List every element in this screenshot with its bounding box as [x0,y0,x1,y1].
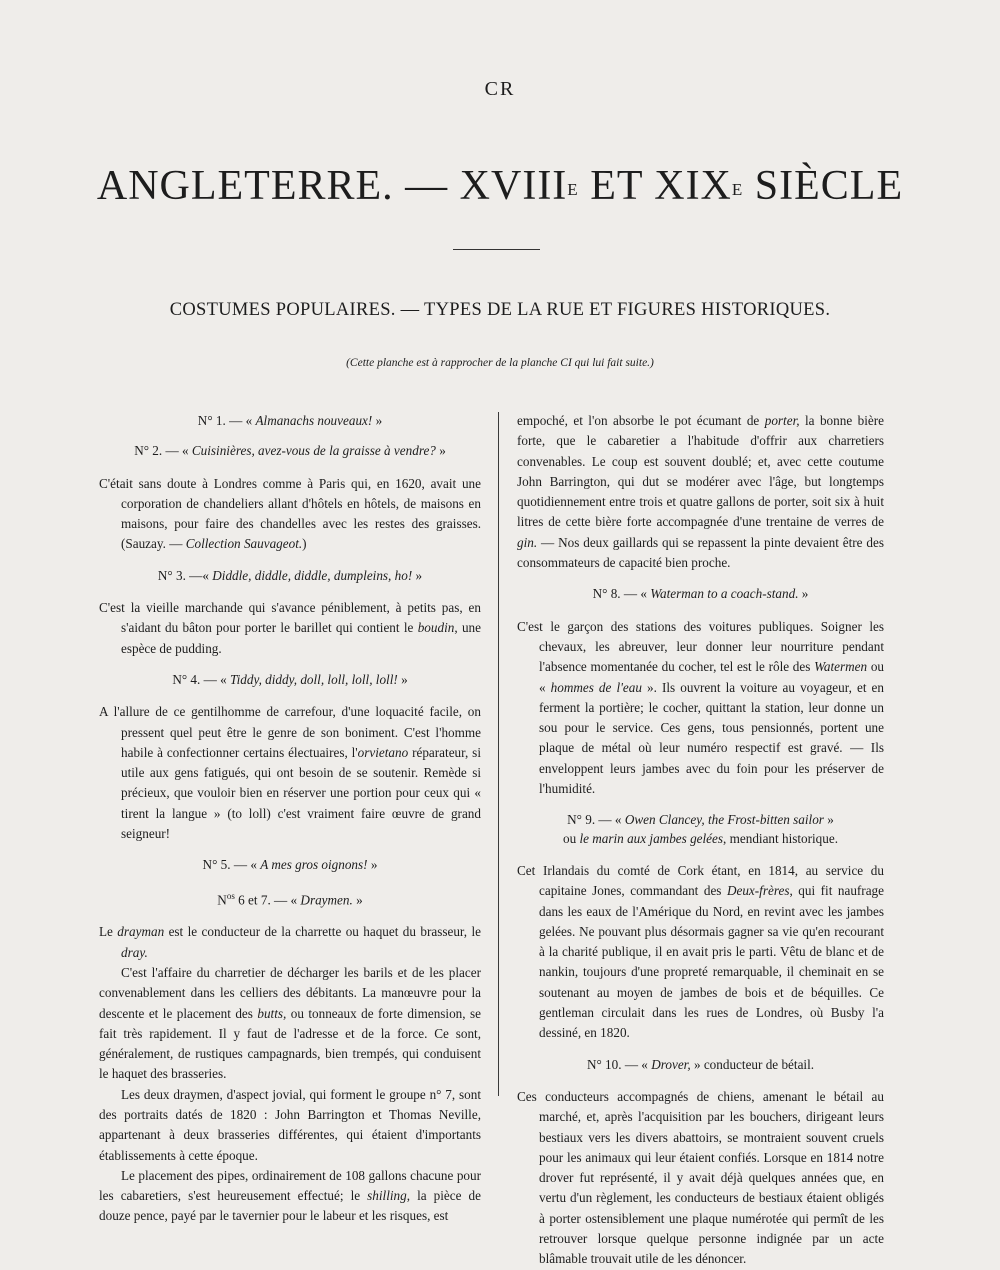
heading-number: N° 2. — « [134,443,192,459]
heading-number: N° 10. — « [586,1056,652,1072]
title-sup-1: E [567,180,579,199]
heading-end: » [823,812,834,828]
text: A l'allure de ce gentilhomme de carrefour, d'une loquacité facile, on pressent quel peut être le genre de son boniment. C'est l'homme habile à confectionner certains électuaires, l' [99,704,481,760]
heading-end: » [412,567,423,583]
paragraph-3 [99,598,481,659]
heading-end: » [397,671,408,687]
heading-title: A mes gros oignons! [260,857,368,873]
paragraph-4 [99,702,481,844]
paragraph-9-right [517,861,884,1044]
item-heading-4 [99,670,481,690]
heading-number: N [217,892,227,908]
text: , qui fit naufrage dans les eaux de l'Amérique du Nord, en revint avec les jambes gelées. Ne pouvant plus désormais gagner sa vie qu'en recourant à la charité publique, il en avait pris le parti. Vêtu de blanc et de nankin, toujours d'une propreté remarquable, il cheminait en se soutenant au moyen de jambes de bois et de béquilles. Ce gentleman circulait dans les rues de Londres, où Busby l'a dessiné, en 1820. [539,883,884,1041]
text: ou « [539,659,885,695]
item-heading-1 [99,411,481,431]
text: C'est l'affaire du charretier de décharger les barils et de les placer convenablement dans les celliers des débitants. La manœuvre pour la descente et le placement des [99,964,481,1021]
title-divider [453,249,540,250]
paragraph-6 [99,922,481,963]
text-italic: shilling [367,1188,407,1204]
heading-number: N° 5. — « [202,857,261,873]
paragraph-continued [517,411,884,573]
text: empoché, et l'on absorbe le pot écumant de [517,413,765,428]
heading-end: » [352,892,363,908]
text: C'est la vieille marchande qui s'avance péniblement, à petits pas, en s'aidant du bâton pour porter le barillet qui contient le [99,600,481,636]
text-italic: Collection Sauvageot. [185,536,303,552]
text: Le [99,924,118,940]
text-italic: le marin aux jambes gelées [579,830,724,846]
heading-title: Diddle, diddle, diddle, dumpleins, ho! [212,567,413,583]
title-sup-2: E [731,180,744,199]
text-italic: porter, [764,413,800,428]
heading-end: » [372,413,383,428]
item-heading-3 [99,566,481,586]
right-column [517,411,884,1270]
heading-end: » [367,857,378,873]
heading-end: » conducteur de bétail. [690,1056,815,1072]
item-heading-9 [517,810,884,830]
heading-number-rest: 6 et 7. — « [234,892,301,908]
page-subtitle: COSTUMES POPULAIRES. — TYPES DE LA RUE ET FIGURES HISTORIQUES. [169,300,831,320]
text-italic: Deux-frères [726,883,790,899]
text: ou [562,830,580,846]
text: ) [302,536,307,552]
text: — Nos deux gaillards qui se repassent la pinte devaient être des consommateurs de capacité bien proche. [517,534,884,571]
item-heading-9-sub [517,829,884,849]
plate-note: (Cette planche est à rapprocher de la planche CI qui lui fait suite.) [346,357,654,369]
text: , la pièce de douze pence, payé par le tavernier pour le labeur et les risques, est [99,1188,481,1224]
left-column [99,411,481,1227]
text-italic: drayman [117,924,165,940]
text: Cet Irlandais du comté de Cork étant, en 1814, au service du capitaine Jones, commandant des [517,862,884,899]
text: Le placement des pipes, ordinairement de 108 gallons chacune pour les cabaretiers, s'est heureusement effectué; le [99,1167,481,1204]
text-italic: hommes de l'eau [550,679,642,695]
text-italic: Watermen [814,659,868,675]
heading-number-sup: os [226,890,235,901]
text: , une espèce de pudding. [121,620,481,656]
heading-number: N° 1. — « [197,413,256,428]
heading-number: N° 4. — « [172,671,230,687]
text: ». Ils ouvrent la voiture au voyageur, et en ferment la portière; le cocher, quittant la station, leur donne un sou pour le service. Ces gens, tous pensionnés, portent une plaque de métal où leur numéro respectif est gravé. — Ils enveloppent leurs jambes avec du foin pour les préserver de l'humidité. [539,679,884,797]
item-heading-6-7 [99,886,481,911]
paragraph-10: Ces conducteurs accompagnés de chiens, amenant le bétail au marché, et, après l'acquisition par les bouchers, dirigeant leurs bestiaux vers les divers abattoirs, se montraient souvent cruels pour les animaux qui leur étaient confiés. Lorsque en 1814 notre drover fut représenté, il y avait déjà quelques années que, en vertu d'un règlement, les conducteurs de bestiaux étaient obligés à porter ostensiblement une plaque numérotée qui permît de les retrouver lorsque quelque personne indignée par un acte blâmable trouvait utile de les dénoncer. [517,1088,884,1267]
title-end: SIÈCLE [743,163,904,209]
heading-title: Drover, [651,1056,691,1072]
text: la bonne bière forte, que le cabaretier a l'habitude d'offrir aux charretiers convenables. Le coup est souvent doublé; et, avec cette coutume John Barrington, qui dut se modérer avec l'âge, but longtemps quotidiennement entre trois et quatre gallons de porter, soit six à huit litres de cette bière forte accompagnée d'une trentaine de verres de [517,413,884,530]
paragraph-7 [99,963,481,1085]
text: C'était sans doute à Londres comme à Paris qui, en 1620, avait une corporation de chandeliers allant d'hôtels en hôtels, de maisons en maisons, pour faire des chandelles avec les restes des graisses. (Sauzay. — [99,475,481,552]
heading-end: » [798,586,809,602]
heading-end: » [435,443,446,459]
item-heading-2 [99,441,481,461]
text-italic: orvietano [357,744,409,760]
heading-number: N° 9. — « [567,812,625,828]
heading-title: Waterman to a coach-stand. [650,586,799,602]
text-italic: dray. [121,944,148,960]
paragraph-8: Les deux draymen, d'aspect jovial, qui forment le groupe n° 7, sont des portraits datés de 1820 : John Barrington et Thomas Neville, appartenant à deux brasseries différentes, qui étaient d'importants établissements à cette époque. [99,1086,481,1163]
text-italic: boudin [417,620,455,636]
title-mid: ET XIX [578,163,732,209]
text: , mendiant historique. [723,830,839,846]
page-title [0,160,1000,212]
text-italic: gin. [517,534,538,550]
text: est le conducteur de la charrette ou haquet du brasseur, le [164,924,481,940]
title-main: ANGLETERRE. — XVIII [96,163,568,209]
text: ou tonneaux de forte dimension, se fait très rapidement. Il y faut de l'adresse et de la force. Ce sont, généralement, de rustiques campagnards, bien trempés, qui conduisent le haquet des brasseries. [99,1005,481,1082]
paragraph-2 [99,474,481,555]
text: C'est le garçon des stations des voitures publiques. Soigner les chevaux, les abreuver, leur donner leur nourriture pendant l'absence momentanée du cocher, tel est le rôle des [517,618,884,675]
item-heading-10 [517,1055,884,1075]
text-italic: butts, [257,1005,287,1021]
paragraph-8-right [517,617,884,800]
heading-title: Draymen. [300,892,353,908]
heading-number: N° 8. — « [592,586,651,602]
plate-number: CR [484,78,516,100]
heading-title: Tiddy, diddy, doll, loll, loll, loll! [229,671,398,687]
heading-number: N° 3. —« [157,567,213,583]
column-divider [498,412,499,1096]
paragraph-9 [99,1166,481,1227]
text: réparateur, si utile aux gens fatigués, qui ont besoin de se soutenir. Remède si précieux, que vouloir bien en réserver une portion pour ceux qui « tirent la langue » (to loll) c'est vraiment faire œuvre de grand seigneur! [121,744,481,842]
item-heading-5 [99,855,481,875]
heading-title: Owen Clancey, the Frost-bitten sailor [624,812,824,828]
heading-title: Almanachs nouveaux! [255,413,373,428]
heading-title: Cuisinières, avez-vous de la graisse à vendre? [191,443,436,459]
item-heading-8 [517,584,884,604]
